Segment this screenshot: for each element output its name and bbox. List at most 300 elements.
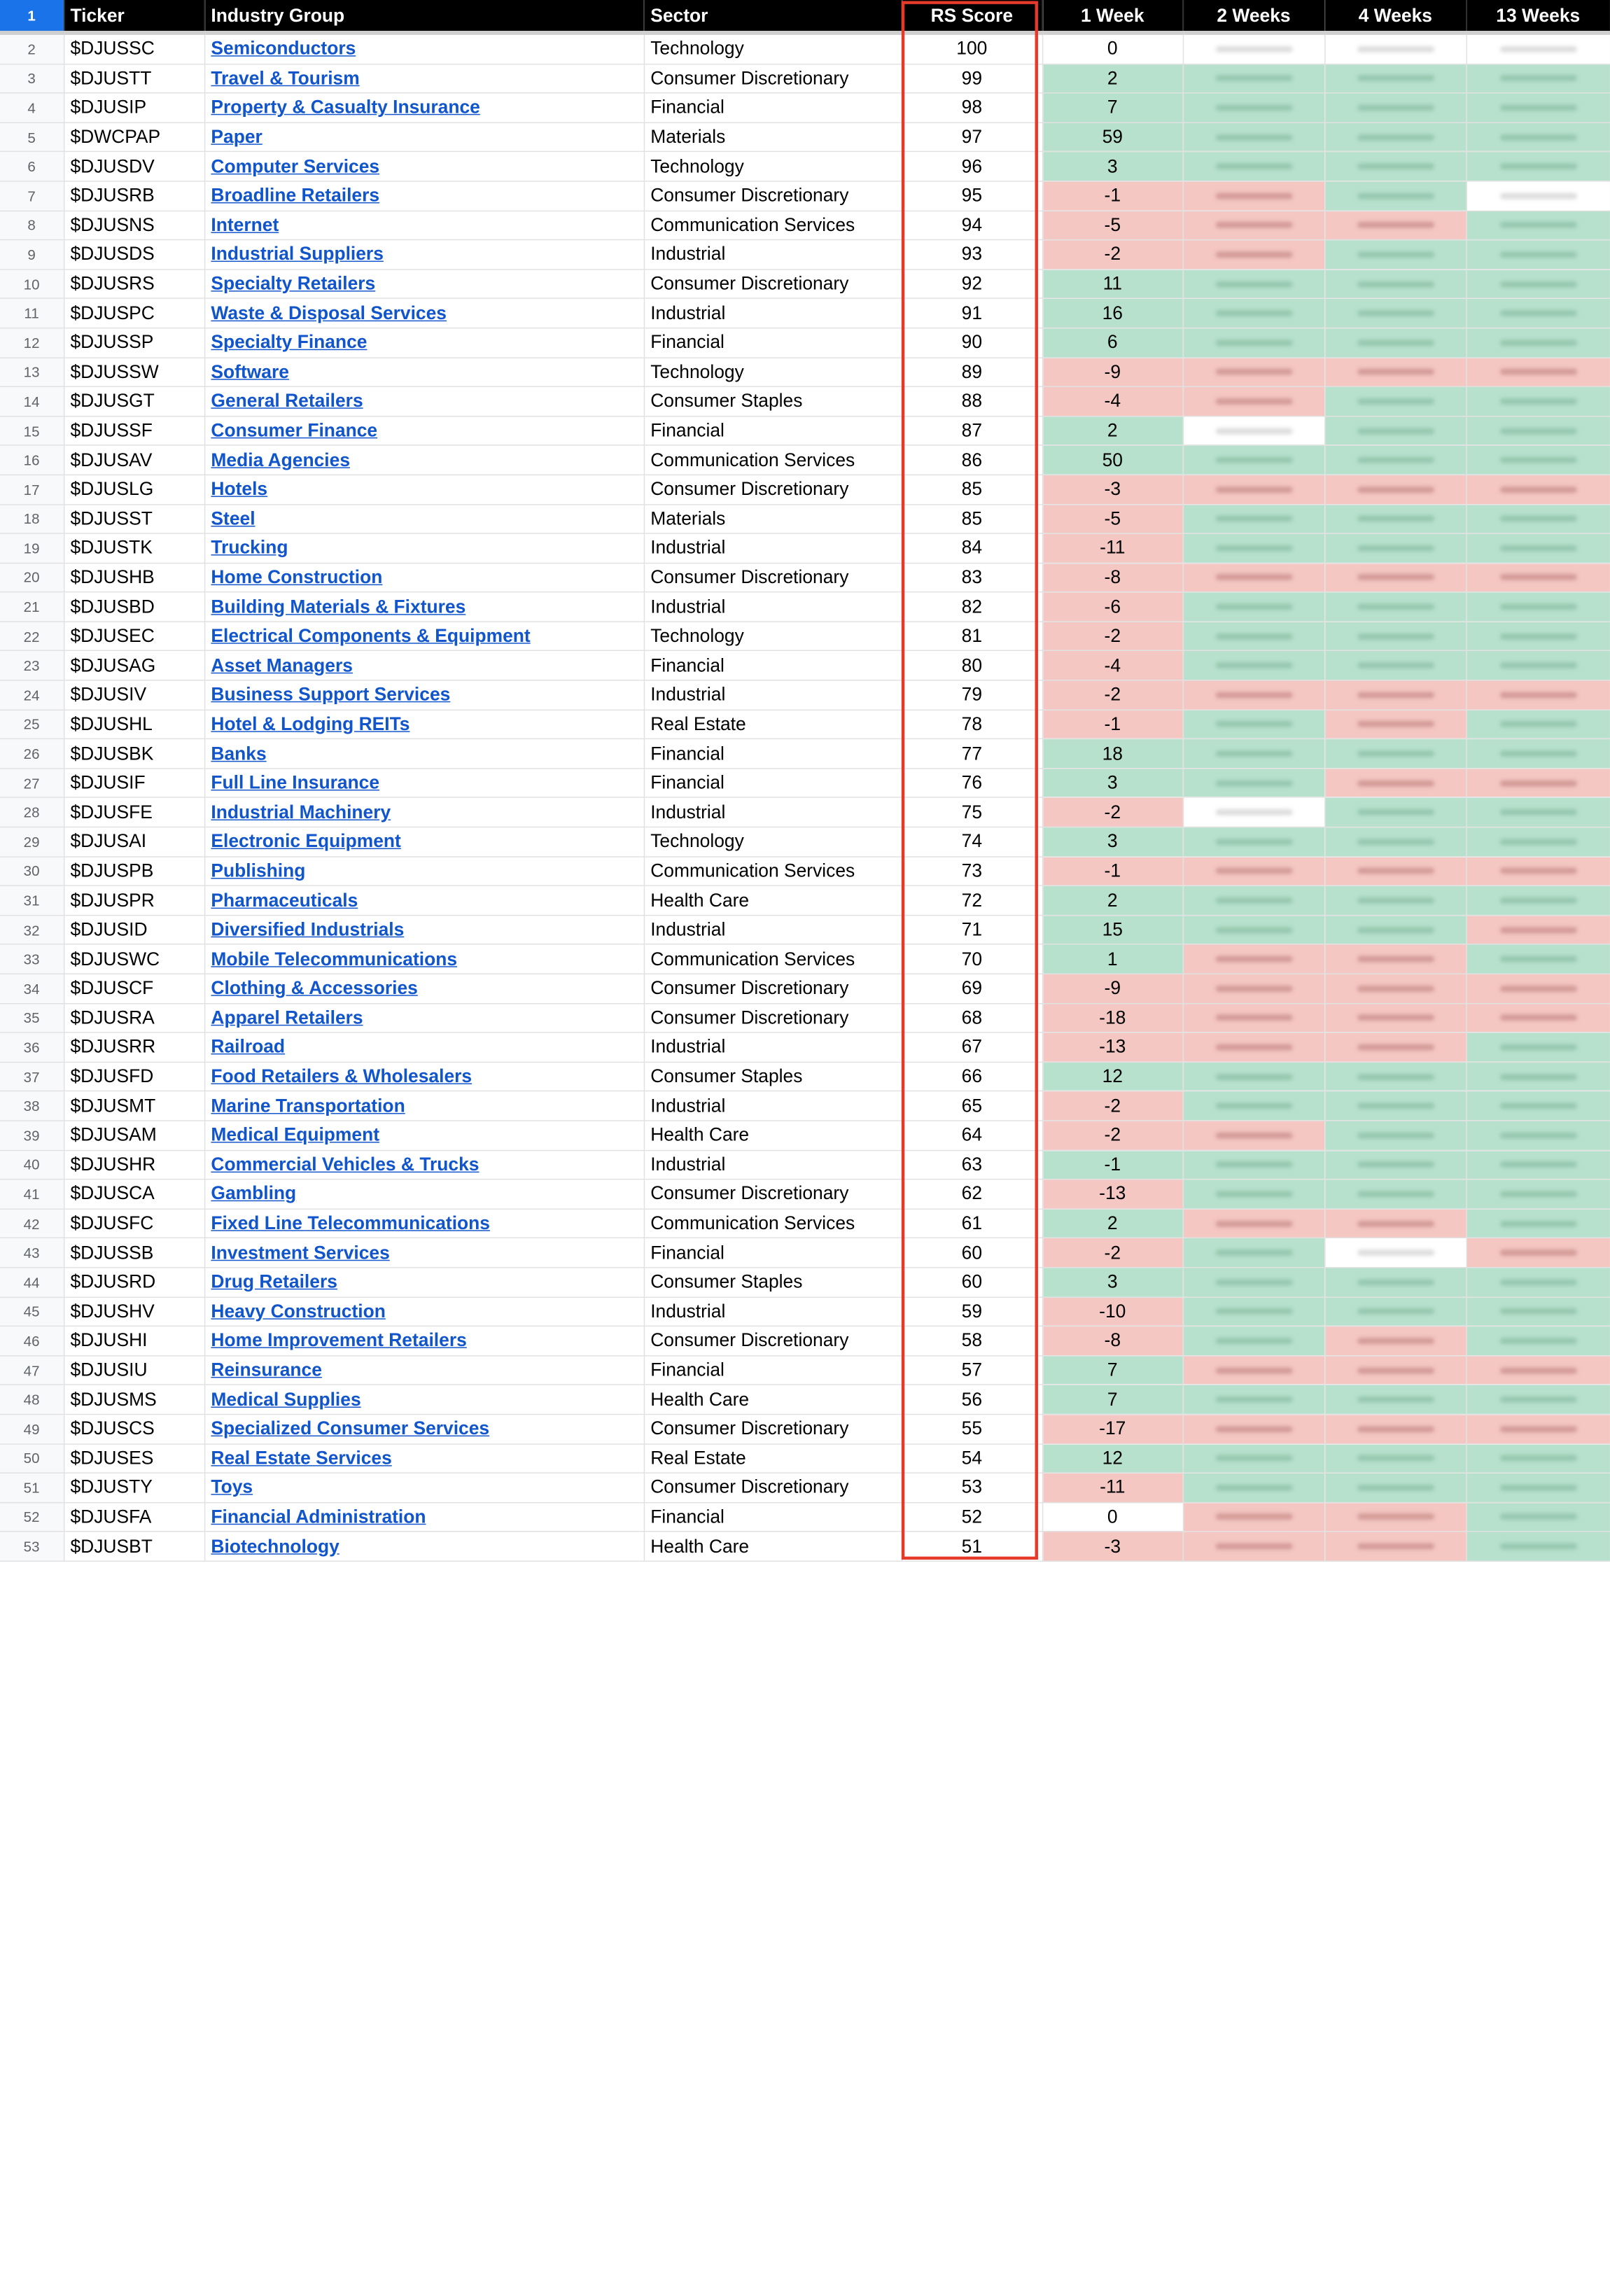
sector-cell[interactable]: Financial	[644, 93, 902, 122]
weeks-4-change-cell[interactable]	[1324, 739, 1466, 769]
week-1-change-cell[interactable]: -13	[1042, 1032, 1183, 1062]
weeks-2-change-cell[interactable]	[1183, 1473, 1324, 1502]
row-number[interactable]: 42	[0, 1209, 64, 1238]
weeks-13-change-cell[interactable]	[1466, 299, 1610, 328]
rs-score-cell[interactable]: 90	[902, 328, 1042, 358]
industry-group-link[interactable]: Computer Services	[211, 155, 380, 176]
weeks-2-change-cell[interactable]	[1183, 739, 1324, 769]
industry-group-link[interactable]: Drug Retailers	[211, 1271, 337, 1292]
weeks-2-change-cell[interactable]	[1183, 680, 1324, 710]
industry-group-link[interactable]: Waste & Disposal Services	[211, 302, 447, 323]
weeks-4-change-cell[interactable]	[1324, 1355, 1466, 1385]
rs-score-cell[interactable]: 67	[902, 1032, 1042, 1062]
weeks-4-change-cell[interactable]	[1324, 1473, 1466, 1502]
ticker-cell[interactable]: $DJUSFC	[64, 1209, 204, 1238]
row-number[interactable]: 47	[0, 1355, 64, 1385]
industry-group-link[interactable]: Publishing	[211, 860, 306, 881]
rs-score-cell[interactable]: 96	[902, 152, 1042, 181]
weeks-13-change-cell[interactable]	[1466, 1150, 1610, 1180]
industry-group-link[interactable]: Biotechnology	[211, 1535, 340, 1557]
sector-cell[interactable]: Industrial	[644, 1150, 902, 1180]
row-number[interactable]: 46	[0, 1326, 64, 1356]
row-number[interactable]: 13	[0, 357, 64, 386]
ticker-cell[interactable]: $DJUSRR	[64, 1032, 204, 1062]
week-1-change-cell[interactable]: 15	[1042, 915, 1183, 944]
sector-cell[interactable]: Technology	[644, 622, 902, 651]
rs-score-cell[interactable]: 94	[902, 211, 1042, 240]
weeks-13-change-cell[interactable]	[1466, 122, 1610, 152]
week-1-change-cell[interactable]: 11	[1042, 270, 1183, 299]
week-1-change-cell[interactable]: -9	[1042, 357, 1183, 386]
industry-group-link[interactable]: Trucking	[211, 537, 288, 559]
row-number[interactable]: 19	[0, 533, 64, 563]
ticker-cell[interactable]: $DJUSIP	[64, 93, 204, 122]
ticker-cell[interactable]: $DJUSSF	[64, 416, 204, 445]
weeks-4-change-cell[interactable]	[1324, 357, 1466, 386]
row-number[interactable]: 9	[0, 240, 64, 270]
weeks-2-change-cell[interactable]	[1183, 1326, 1324, 1356]
weeks-4-change-cell[interactable]	[1324, 1150, 1466, 1180]
rs-score-cell[interactable]: 88	[902, 386, 1042, 416]
rs-score-cell[interactable]: 60	[902, 1238, 1042, 1268]
week-1-change-cell[interactable]: 2	[1042, 64, 1183, 93]
row-number[interactable]: 15	[0, 416, 64, 445]
weeks-13-change-cell[interactable]	[1466, 563, 1610, 592]
industry-group-link[interactable]: Specialty Finance	[211, 332, 368, 353]
industry-group-link[interactable]: Specialty Retailers	[211, 273, 376, 294]
ticker-cell[interactable]: $DJUSES	[64, 1443, 204, 1473]
row-number[interactable]: 21	[0, 592, 64, 622]
ticker-cell[interactable]: $DJUSAM	[64, 1121, 204, 1150]
row-number[interactable]: 7	[0, 181, 64, 211]
rs-score-cell[interactable]: 84	[902, 533, 1042, 563]
column-header-13-weeks[interactable]: 13 Weeks	[1466, 0, 1610, 33]
sector-cell[interactable]: Communication Services	[644, 1209, 902, 1238]
weeks-2-change-cell[interactable]	[1183, 856, 1324, 886]
sector-cell[interactable]: Materials	[644, 122, 902, 152]
weeks-13-change-cell[interactable]	[1466, 944, 1610, 974]
sector-cell[interactable]: Communication Services	[644, 211, 902, 240]
weeks-13-change-cell[interactable]	[1466, 827, 1610, 857]
row-number[interactable]: 41	[0, 1180, 64, 1209]
row-number[interactable]: 32	[0, 915, 64, 944]
weeks-2-change-cell[interactable]	[1183, 798, 1324, 827]
row-number[interactable]: 28	[0, 798, 64, 827]
week-1-change-cell[interactable]: 3	[1042, 769, 1183, 798]
rs-score-cell[interactable]: 93	[902, 240, 1042, 270]
row-number[interactable]: 18	[0, 504, 64, 533]
weeks-13-change-cell[interactable]	[1466, 1121, 1610, 1150]
row-number[interactable]: 31	[0, 886, 64, 915]
industry-group-link[interactable]: Internet	[211, 214, 279, 235]
week-1-change-cell[interactable]: -6	[1042, 592, 1183, 622]
week-1-change-cell[interactable]: -2	[1042, 1091, 1183, 1121]
rs-score-cell[interactable]: 72	[902, 886, 1042, 915]
sector-cell[interactable]: Financial	[644, 1502, 902, 1532]
weeks-13-change-cell[interactable]	[1466, 93, 1610, 122]
rs-score-cell[interactable]: 87	[902, 416, 1042, 445]
rs-score-cell[interactable]: 71	[902, 915, 1042, 944]
industry-group-link[interactable]: Travel & Tourism	[211, 67, 360, 88]
week-1-change-cell[interactable]: 59	[1042, 122, 1183, 152]
week-1-change-cell[interactable]: -2	[1042, 1121, 1183, 1150]
week-1-change-cell[interactable]: -3	[1042, 475, 1183, 504]
weeks-2-change-cell[interactable]	[1183, 1238, 1324, 1268]
weeks-2-change-cell[interactable]	[1183, 299, 1324, 328]
weeks-4-change-cell[interactable]	[1324, 886, 1466, 915]
weeks-4-change-cell[interactable]	[1324, 1502, 1466, 1532]
sector-cell[interactable]: Health Care	[644, 1385, 902, 1414]
rs-score-cell[interactable]: 92	[902, 270, 1042, 299]
weeks-2-change-cell[interactable]	[1183, 1502, 1324, 1532]
rs-score-cell[interactable]: 69	[902, 974, 1042, 1003]
ticker-cell[interactable]: $DJUSAV	[64, 445, 204, 475]
ticker-cell[interactable]: $DJUSFE	[64, 798, 204, 827]
rs-score-cell[interactable]: 89	[902, 357, 1042, 386]
row-number[interactable]: 5	[0, 122, 64, 152]
sector-cell[interactable]: Consumer Discretionary	[644, 974, 902, 1003]
industry-group-link[interactable]: Pharmaceuticals	[211, 890, 358, 911]
weeks-2-change-cell[interactable]	[1183, 1150, 1324, 1180]
industry-group-link[interactable]: Food Retailers & Wholesalers	[211, 1065, 472, 1086]
weeks-2-change-cell[interactable]	[1183, 1268, 1324, 1297]
weeks-13-change-cell[interactable]	[1466, 386, 1610, 416]
ticker-cell[interactable]: $DJUSIU	[64, 1355, 204, 1385]
weeks-4-change-cell[interactable]	[1324, 592, 1466, 622]
weeks-4-change-cell[interactable]	[1324, 856, 1466, 886]
industry-group-link[interactable]: Toys	[211, 1476, 253, 1498]
weeks-13-change-cell[interactable]	[1466, 533, 1610, 563]
rs-score-cell[interactable]: 61	[902, 1209, 1042, 1238]
weeks-4-change-cell[interactable]	[1324, 1032, 1466, 1062]
weeks-2-change-cell[interactable]	[1183, 122, 1324, 152]
ticker-cell[interactable]: $DJUSIV	[64, 680, 204, 710]
ticker-cell[interactable]: $DJUSST	[64, 504, 204, 533]
weeks-4-change-cell[interactable]	[1324, 915, 1466, 944]
weeks-13-change-cell[interactable]	[1466, 33, 1610, 64]
weeks-2-change-cell[interactable]	[1183, 1003, 1324, 1032]
rs-score-cell[interactable]: 95	[902, 181, 1042, 211]
row-number[interactable]: 14	[0, 386, 64, 416]
sector-cell[interactable]: Financial	[644, 1355, 902, 1385]
weeks-2-change-cell[interactable]	[1183, 1532, 1324, 1561]
sector-cell[interactable]: Consumer Discretionary	[644, 181, 902, 211]
week-1-change-cell[interactable]: -5	[1042, 211, 1183, 240]
ticker-cell[interactable]: $DJUSBK	[64, 739, 204, 769]
weeks-2-change-cell[interactable]	[1183, 1209, 1324, 1238]
weeks-2-change-cell[interactable]	[1183, 211, 1324, 240]
sector-cell[interactable]: Financial	[644, 416, 902, 445]
weeks-4-change-cell[interactable]	[1324, 680, 1466, 710]
ticker-cell[interactable]: $DJUSCF	[64, 974, 204, 1003]
week-1-change-cell[interactable]: 3	[1042, 1268, 1183, 1297]
weeks-4-change-cell[interactable]	[1324, 211, 1466, 240]
sector-cell[interactable]: Consumer Discretionary	[644, 1003, 902, 1032]
row-number[interactable]: 4	[0, 93, 64, 122]
week-1-change-cell[interactable]: -4	[1042, 651, 1183, 680]
weeks-2-change-cell[interactable]	[1183, 1297, 1324, 1326]
column-header-2-weeks[interactable]: 2 Weeks	[1183, 0, 1324, 33]
row-number[interactable]: 44	[0, 1268, 64, 1297]
sector-cell[interactable]: Financial	[644, 769, 902, 798]
row-number[interactable]: 43	[0, 1238, 64, 1268]
rs-score-cell[interactable]: 53	[902, 1473, 1042, 1502]
sector-cell[interactable]: Consumer Discretionary	[644, 1414, 902, 1443]
rs-score-cell[interactable]: 78	[902, 710, 1042, 739]
weeks-4-change-cell[interactable]	[1324, 1414, 1466, 1443]
rs-score-cell[interactable]: 85	[902, 475, 1042, 504]
ticker-cell[interactable]: $DJUSRB	[64, 181, 204, 211]
sector-cell[interactable]: Consumer Staples	[644, 1268, 902, 1297]
week-1-change-cell[interactable]: -17	[1042, 1414, 1183, 1443]
weeks-2-change-cell[interactable]	[1183, 240, 1324, 270]
industry-group-link[interactable]: Industrial Machinery	[211, 802, 391, 822]
rs-score-cell[interactable]: 100	[902, 33, 1042, 64]
sector-cell[interactable]: Communication Services	[644, 445, 902, 475]
rs-score-cell[interactable]: 81	[902, 622, 1042, 651]
industry-group-link[interactable]: Financial Administration	[211, 1506, 426, 1527]
weeks-2-change-cell[interactable]	[1183, 710, 1324, 739]
rs-score-cell[interactable]: 82	[902, 592, 1042, 622]
weeks-2-change-cell[interactable]	[1183, 974, 1324, 1003]
weeks-4-change-cell[interactable]	[1324, 1121, 1466, 1150]
weeks-13-change-cell[interactable]	[1466, 1032, 1610, 1062]
weeks-2-change-cell[interactable]	[1183, 270, 1324, 299]
ticker-cell[interactable]: $DJUSRD	[64, 1268, 204, 1297]
industry-group-link[interactable]: Medical Supplies	[211, 1389, 361, 1410]
weeks-4-change-cell[interactable]	[1324, 299, 1466, 328]
weeks-13-change-cell[interactable]	[1466, 710, 1610, 739]
weeks-2-change-cell[interactable]	[1183, 64, 1324, 93]
sector-cell[interactable]: Industrial	[644, 1091, 902, 1121]
ticker-cell[interactable]: $DWCPAP	[64, 122, 204, 152]
week-1-change-cell[interactable]: 7	[1042, 93, 1183, 122]
weeks-2-change-cell[interactable]	[1183, 592, 1324, 622]
column-header-industry-group[interactable]: Industry Group	[204, 0, 644, 33]
week-1-change-cell[interactable]: -1	[1042, 181, 1183, 211]
rs-score-cell[interactable]: 59	[902, 1297, 1042, 1326]
industry-group-link[interactable]: Semiconductors	[211, 38, 356, 59]
ticker-cell[interactable]: $DJUSRA	[64, 1003, 204, 1032]
rs-score-cell[interactable]: 97	[902, 122, 1042, 152]
weeks-2-change-cell[interactable]	[1183, 328, 1324, 358]
sector-cell[interactable]: Consumer Discretionary	[644, 1326, 902, 1356]
sector-cell[interactable]: Financial	[644, 1238, 902, 1268]
weeks-2-change-cell[interactable]	[1183, 445, 1324, 475]
weeks-2-change-cell[interactable]	[1183, 475, 1324, 504]
weeks-2-change-cell[interactable]	[1183, 827, 1324, 857]
weeks-4-change-cell[interactable]	[1324, 563, 1466, 592]
ticker-cell[interactable]: $DJUSFA	[64, 1502, 204, 1532]
week-1-change-cell[interactable]: -11	[1042, 533, 1183, 563]
row-number[interactable]: 12	[0, 328, 64, 358]
week-1-change-cell[interactable]: 3	[1042, 152, 1183, 181]
ticker-cell[interactable]: $DJUSNS	[64, 211, 204, 240]
weeks-2-change-cell[interactable]	[1183, 1032, 1324, 1062]
sector-cell[interactable]: Consumer Discretionary	[644, 270, 902, 299]
weeks-13-change-cell[interactable]	[1466, 152, 1610, 181]
sector-cell[interactable]: Health Care	[644, 1121, 902, 1150]
weeks-13-change-cell[interactable]	[1466, 651, 1610, 680]
week-1-change-cell[interactable]: 2	[1042, 886, 1183, 915]
row-number[interactable]: 38	[0, 1091, 64, 1121]
row-number[interactable]: 50	[0, 1443, 64, 1473]
weeks-13-change-cell[interactable]	[1466, 211, 1610, 240]
weeks-4-change-cell[interactable]	[1324, 769, 1466, 798]
rs-score-cell[interactable]: 79	[902, 680, 1042, 710]
weeks-13-change-cell[interactable]	[1466, 328, 1610, 358]
ticker-cell[interactable]: $DJUSCA	[64, 1180, 204, 1209]
industry-group-link[interactable]: Banks	[211, 743, 267, 764]
industry-group-link[interactable]: Consumer Finance	[211, 419, 378, 441]
week-1-change-cell[interactable]: -3	[1042, 1532, 1183, 1561]
sector-cell[interactable]: Consumer Discretionary	[644, 563, 902, 592]
weeks-13-change-cell[interactable]	[1466, 504, 1610, 533]
industry-group-link[interactable]: Electronic Equipment	[211, 831, 401, 852]
row-number[interactable]: 10	[0, 270, 64, 299]
ticker-cell[interactable]: $DJUSHI	[64, 1326, 204, 1356]
week-1-change-cell[interactable]: 0	[1042, 1502, 1183, 1532]
row-number[interactable]: 26	[0, 739, 64, 769]
weeks-2-change-cell[interactable]	[1183, 1443, 1324, 1473]
week-1-change-cell[interactable]: 12	[1042, 1062, 1183, 1091]
ticker-cell[interactable]: $DJUSBT	[64, 1532, 204, 1561]
ticker-cell[interactable]: $DJUSID	[64, 915, 204, 944]
sector-cell[interactable]: Financial	[644, 739, 902, 769]
rs-score-cell[interactable]: 68	[902, 1003, 1042, 1032]
weeks-4-change-cell[interactable]	[1324, 1385, 1466, 1414]
weeks-4-change-cell[interactable]	[1324, 445, 1466, 475]
ticker-cell[interactable]: $DJUSSW	[64, 357, 204, 386]
sector-cell[interactable]: Industrial	[644, 680, 902, 710]
weeks-13-change-cell[interactable]	[1466, 1326, 1610, 1356]
sector-cell[interactable]: Consumer Staples	[644, 1062, 902, 1091]
sector-cell[interactable]: Consumer Discretionary	[644, 475, 902, 504]
sector-cell[interactable]: Materials	[644, 504, 902, 533]
rs-score-cell[interactable]: 57	[902, 1355, 1042, 1385]
sector-cell[interactable]: Health Care	[644, 1532, 902, 1561]
sector-cell[interactable]: Consumer Discretionary	[644, 1473, 902, 1502]
sector-cell[interactable]: Consumer Staples	[644, 386, 902, 416]
weeks-4-change-cell[interactable]	[1324, 386, 1466, 416]
industry-group-link[interactable]: Mobile Telecommunications	[211, 948, 458, 969]
sector-cell[interactable]: Communication Services	[644, 856, 902, 886]
industry-group-link[interactable]: Clothing & Accessories	[211, 977, 418, 999]
weeks-13-change-cell[interactable]	[1466, 1062, 1610, 1091]
ticker-cell[interactable]: $DJUSAI	[64, 827, 204, 857]
ticker-cell[interactable]: $DJUSRS	[64, 270, 204, 299]
ticker-cell[interactable]: $DJUSPC	[64, 299, 204, 328]
industry-group-link[interactable]: Paper	[211, 126, 262, 147]
week-1-change-cell[interactable]: -13	[1042, 1180, 1183, 1209]
industry-group-link[interactable]: Industrial Suppliers	[211, 244, 384, 265]
row-number[interactable]: 29	[0, 827, 64, 857]
rs-score-cell[interactable]: 51	[902, 1532, 1042, 1561]
weeks-4-change-cell[interactable]	[1324, 181, 1466, 211]
sector-cell[interactable]: Technology	[644, 827, 902, 857]
rs-score-cell[interactable]: 55	[902, 1414, 1042, 1443]
weeks-2-change-cell[interactable]	[1183, 33, 1324, 64]
ticker-cell[interactable]: $DJUSSC	[64, 33, 204, 64]
sector-cell[interactable]: Technology	[644, 152, 902, 181]
weeks-4-change-cell[interactable]	[1324, 1209, 1466, 1238]
column-header-rs-score[interactable]: RS Score	[902, 0, 1042, 33]
weeks-4-change-cell[interactable]	[1324, 1238, 1466, 1268]
weeks-13-change-cell[interactable]	[1466, 592, 1610, 622]
weeks-4-change-cell[interactable]	[1324, 1003, 1466, 1032]
weeks-2-change-cell[interactable]	[1183, 651, 1324, 680]
rs-score-cell[interactable]: 70	[902, 944, 1042, 974]
ticker-cell[interactable]: $DJUSTY	[64, 1473, 204, 1502]
rs-score-cell[interactable]: 56	[902, 1385, 1042, 1414]
weeks-2-change-cell[interactable]	[1183, 1355, 1324, 1385]
rs-score-cell[interactable]: 52	[902, 1502, 1042, 1532]
ticker-cell[interactable]: $DJUSEC	[64, 622, 204, 651]
weeks-13-change-cell[interactable]	[1466, 445, 1610, 475]
sector-cell[interactable]: Industrial	[644, 299, 902, 328]
weeks-2-change-cell[interactable]	[1183, 1180, 1324, 1209]
ticker-cell[interactable]: $DJUSDV	[64, 152, 204, 181]
weeks-4-change-cell[interactable]	[1324, 1326, 1466, 1356]
row-number[interactable]: 24	[0, 680, 64, 710]
weeks-13-change-cell[interactable]	[1466, 357, 1610, 386]
sector-cell[interactable]: Financial	[644, 328, 902, 358]
weeks-4-change-cell[interactable]	[1324, 270, 1466, 299]
weeks-2-change-cell[interactable]	[1183, 1062, 1324, 1091]
weeks-13-change-cell[interactable]	[1466, 739, 1610, 769]
column-header-ticker[interactable]: Ticker	[64, 0, 204, 33]
rs-score-cell[interactable]: 83	[902, 563, 1042, 592]
weeks-13-change-cell[interactable]	[1466, 1355, 1610, 1385]
weeks-13-change-cell[interactable]	[1466, 1209, 1610, 1238]
industry-group-link[interactable]: Hotels	[211, 478, 268, 500]
week-1-change-cell[interactable]: -10	[1042, 1297, 1183, 1326]
weeks-13-change-cell[interactable]	[1466, 1268, 1610, 1297]
ticker-cell[interactable]: $DJUSIF	[64, 769, 204, 798]
weeks-2-change-cell[interactable]	[1183, 1385, 1324, 1414]
industry-group-link[interactable]: Commercial Vehicles & Trucks	[211, 1154, 479, 1175]
week-1-change-cell[interactable]: -9	[1042, 974, 1183, 1003]
weeks-13-change-cell[interactable]	[1466, 622, 1610, 651]
rs-score-cell[interactable]: 91	[902, 299, 1042, 328]
row-number[interactable]: 3	[0, 64, 64, 93]
industry-group-link[interactable]: Electrical Components & Equipment	[211, 625, 531, 646]
row-number[interactable]: 36	[0, 1032, 64, 1062]
industry-group-link[interactable]: Fixed Line Telecommunications	[211, 1212, 491, 1233]
week-1-change-cell[interactable]: 0	[1042, 33, 1183, 64]
week-1-change-cell[interactable]: 3	[1042, 827, 1183, 857]
ticker-cell[interactable]: $DJUSFD	[64, 1062, 204, 1091]
ticker-cell[interactable]: $DJUSLG	[64, 475, 204, 504]
week-1-change-cell[interactable]: 7	[1042, 1385, 1183, 1414]
weeks-13-change-cell[interactable]	[1466, 1473, 1610, 1502]
weeks-4-change-cell[interactable]	[1324, 240, 1466, 270]
row-number[interactable]: 40	[0, 1150, 64, 1180]
industry-group-link[interactable]: Heavy Construction	[211, 1301, 386, 1322]
weeks-2-change-cell[interactable]	[1183, 622, 1324, 651]
weeks-2-change-cell[interactable]	[1183, 152, 1324, 181]
sector-cell[interactable]: Real Estate	[644, 710, 902, 739]
rs-score-cell[interactable]: 62	[902, 1180, 1042, 1209]
row-number[interactable]: 23	[0, 651, 64, 680]
ticker-cell[interactable]: $DJUSAG	[64, 651, 204, 680]
row-number[interactable]: 33	[0, 944, 64, 974]
sector-cell[interactable]: Health Care	[644, 886, 902, 915]
weeks-4-change-cell[interactable]	[1324, 152, 1466, 181]
sector-cell[interactable]: Financial	[644, 651, 902, 680]
week-1-change-cell[interactable]: -11	[1042, 1473, 1183, 1502]
sector-cell[interactable]: Technology	[644, 357, 902, 386]
